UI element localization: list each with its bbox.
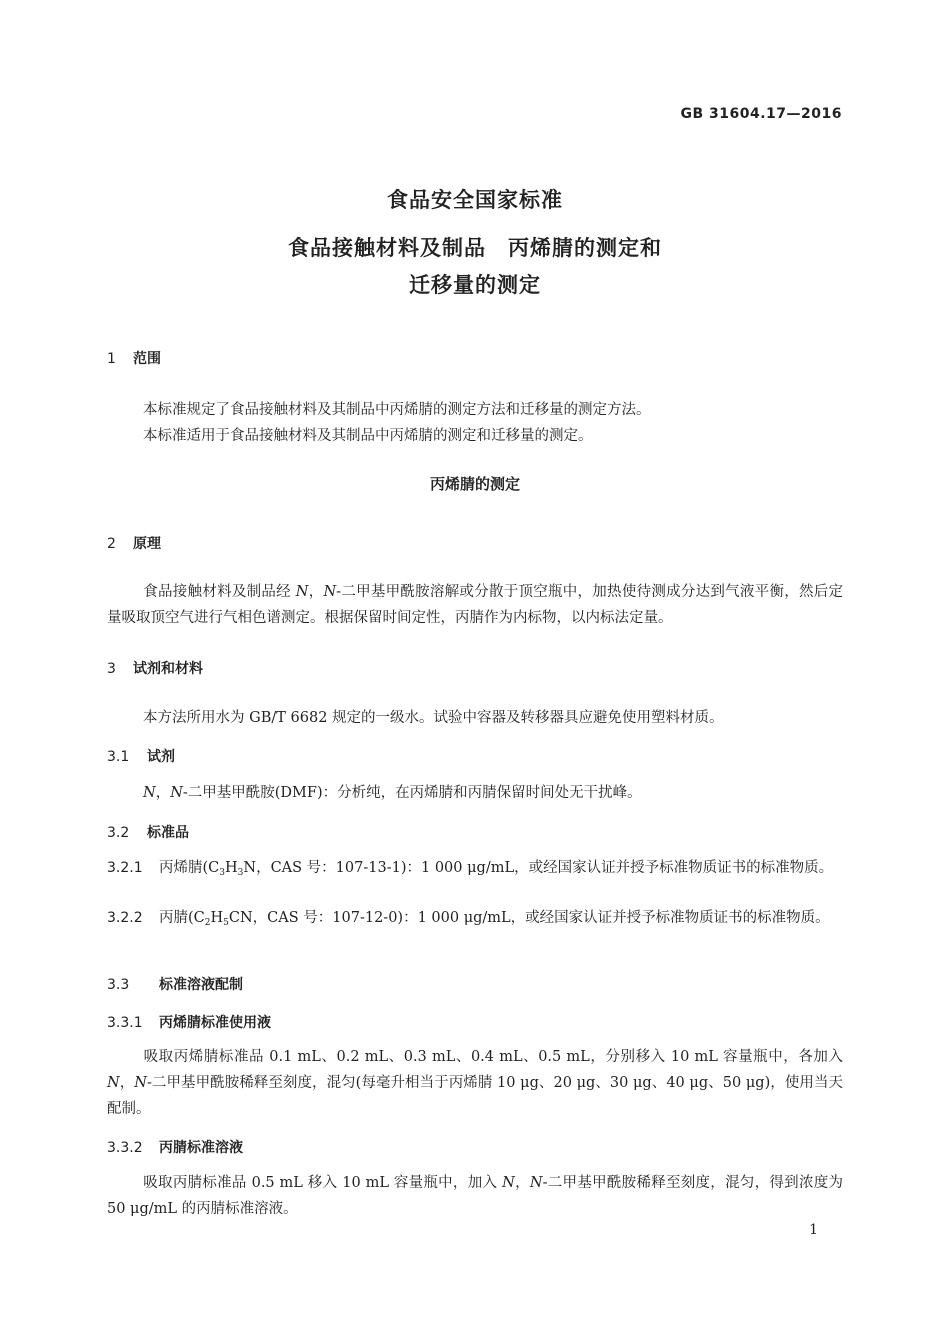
comma: ， bbox=[308, 584, 324, 600]
paragraph-text: H bbox=[210, 910, 224, 926]
section-number: 3.1 bbox=[107, 749, 130, 765]
title-line-1: 食品安全国家标准 bbox=[387, 188, 563, 212]
clause-number: 3.2.2 bbox=[107, 910, 143, 926]
clause-number: 3.2.1 bbox=[107, 860, 143, 876]
section-3-3-1-heading bbox=[107, 1012, 271, 1032]
paragraph-text: -二甲基甲酰胺稀释至刻度，混匀(每毫升相当于丙烯腈 10 μg、20 μg、30 μg、40 μg、50 μg)，使用当天配制。 bbox=[107, 1075, 843, 1117]
section-3-paragraph bbox=[107, 705, 843, 731]
section-title: 试剂 bbox=[147, 749, 175, 765]
italic-n: N bbox=[502, 1175, 515, 1191]
section-3-1-paragraph bbox=[107, 780, 843, 806]
paragraph-text: 丙腈(C bbox=[159, 910, 205, 926]
part-title: 丙烯腈的测定 bbox=[429, 475, 520, 493]
section-3-2-heading bbox=[107, 822, 189, 842]
subscript: 2 bbox=[204, 918, 211, 928]
section-3-heading bbox=[107, 658, 203, 678]
section-1-paragraph-2 bbox=[107, 423, 843, 449]
subscript: 3 bbox=[237, 868, 244, 878]
section-title: 范围 bbox=[133, 351, 161, 367]
section-number: 3.3.2 bbox=[107, 1140, 143, 1156]
paragraph-text: H bbox=[225, 860, 238, 876]
section-number: 2 bbox=[107, 536, 116, 552]
paragraph-text: -二甲基甲酰胺稀释至刻度，混匀，得到浓度为 50 μg/mL 的丙腈标准溶液。 bbox=[107, 1175, 844, 1217]
section-title: 原理 bbox=[133, 536, 161, 552]
section-3-2-2-paragraph bbox=[107, 905, 843, 936]
section-number: 3.2 bbox=[107, 825, 130, 841]
section-3-3-1-paragraph bbox=[107, 1044, 843, 1122]
italic-n: N bbox=[323, 584, 337, 600]
section-title: 标准品 bbox=[147, 825, 189, 841]
comma: ， bbox=[514, 1175, 530, 1191]
section-3-3-heading bbox=[107, 974, 243, 994]
italic-n: N bbox=[107, 1075, 120, 1091]
comma: ， bbox=[119, 1075, 135, 1091]
subscript: 3 bbox=[219, 868, 225, 878]
section-title: 试剂和材料 bbox=[133, 661, 203, 677]
subscript: 5 bbox=[223, 918, 229, 928]
section-2-heading bbox=[107, 533, 161, 553]
section-number: 3.3 bbox=[107, 977, 130, 993]
page-number: 1 bbox=[809, 1222, 818, 1238]
paragraph-text: 吸取丙腈标准品 0.5 mL 移入 10 mL 容量瓶中，加入 bbox=[143, 1175, 503, 1191]
italic-n: N bbox=[143, 785, 156, 801]
section-3-3-2-paragraph bbox=[107, 1170, 843, 1222]
paragraph-text: 本方法所用水为 GB/T 6682 规定的一级水。试验中容器及转移器具应避免使用塑料材质。 bbox=[143, 710, 724, 726]
italic-n: N bbox=[134, 1075, 147, 1091]
section-title: 丙烯腈标准使用液 bbox=[159, 1015, 271, 1031]
section-1-paragraph-1 bbox=[107, 397, 843, 423]
section-number: 3.3.1 bbox=[107, 1015, 143, 1031]
title-line-2: 食品接触材料及制品 丙烯腈的测定和 bbox=[288, 236, 662, 260]
section-3-3-2-heading bbox=[107, 1137, 243, 1157]
italic-n: N bbox=[170, 785, 183, 801]
section-title: 标准溶液配制 bbox=[159, 977, 243, 993]
comma: ， bbox=[155, 785, 171, 801]
section-2-paragraph bbox=[107, 579, 843, 631]
section-number: 3 bbox=[107, 661, 116, 677]
italic-n: N bbox=[295, 584, 309, 600]
paragraph-text: CN，CAS 号：107-12-0)：1 000 μg/mL，或经国家认证并授予标准物质证书的标准物质。 bbox=[228, 910, 830, 926]
italic-n: N bbox=[529, 1175, 543, 1191]
title-line-3: 迁移量的测定 bbox=[409, 273, 541, 297]
section-title: 丙腈标准溶液 bbox=[159, 1140, 243, 1156]
section-3-2-1-paragraph bbox=[107, 855, 843, 886]
paragraph-text: 吸取丙烯腈标准品 0.1 mL、0.2 mL、0.3 mL、0.4 mL、0.5 mL，分别移入 10 mL 容量瓶中，各加入 bbox=[143, 1049, 843, 1065]
paragraph-text: -二甲基甲酰胺(DMF)：分析纯，在丙烯腈和丙腈保留时间处无干扰峰。 bbox=[182, 785, 642, 801]
paragraph-text: 食品接触材料及制品经 bbox=[143, 584, 296, 600]
paragraph-text: 本标准适用于食品接触材料及其制品中丙烯腈的测定和迁移量的测定。 bbox=[143, 428, 593, 444]
paragraph-text: N，CAS 号：107-13-1)：1 000 μg/mL，或经国家认证并授予标准物质证书的标准物质。 bbox=[243, 860, 834, 876]
section-3-1-heading bbox=[107, 746, 175, 766]
section-number: 1 bbox=[107, 351, 116, 367]
paragraph-text: 丙烯腈(C bbox=[159, 860, 220, 876]
paragraph-text: -二甲基甲酰胺溶解或分散于顶空瓶中，加热使待测成分达到气液平衡，然后定量吸取顶空气进行气相色谱测定。根据保留时间定性，丙腈作为内标物，以内标法定量。 bbox=[107, 584, 843, 626]
standard-number: GB 31604.17—2016 bbox=[680, 106, 842, 122]
section-1-heading bbox=[107, 348, 161, 368]
paragraph-text: 本标准规定了食品接触材料及其制品中丙烯腈的测定方法和迁移量的测定方法。 bbox=[143, 402, 651, 418]
